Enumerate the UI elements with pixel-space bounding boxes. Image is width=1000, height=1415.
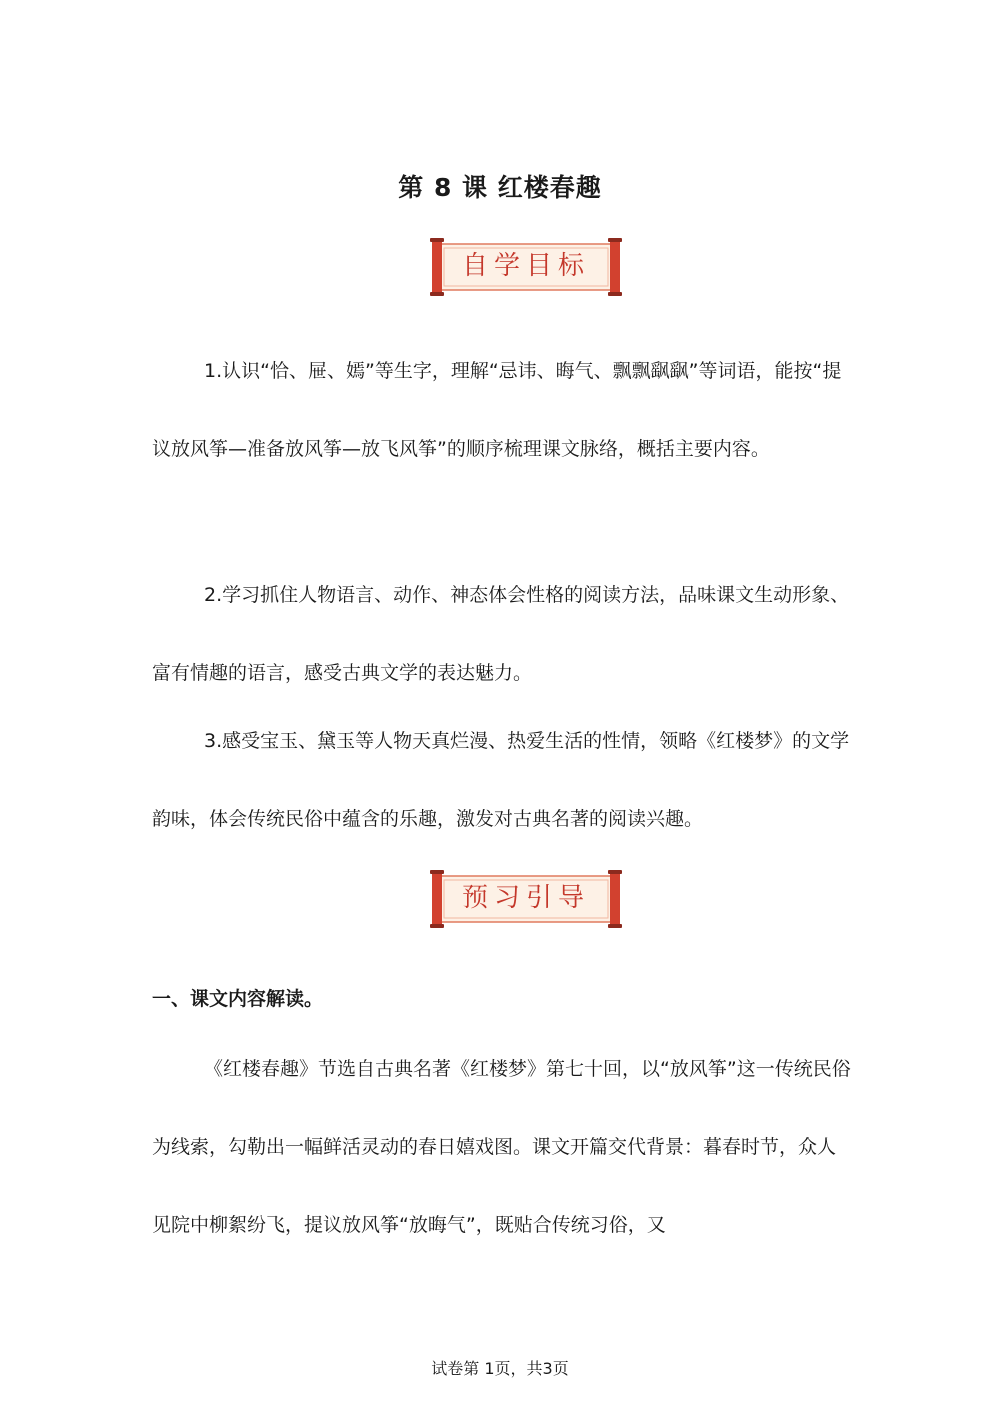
goal-3 [152,702,852,858]
goal-1 [152,332,852,488]
goal-2-text: 2.学习抓住人物语言、动作、神态体会性格的阅读方法，品味课文生动形象、富有情趣的语言，感受古典文学的表达魅力。 [152,584,850,684]
self-study-banner [430,238,622,296]
page-footer: 试卷第 1页，共3页 [431,1359,569,1378]
section-heading: 一、课文内容解读。 [152,988,324,1010]
goal-3-text: 3.感受宝玉、黛玉等人物天真烂漫、热爱生活的性情，领略《红楼梦》的文学韵味，体会传统民俗中蕴含的乐趣，激发对古典名著的阅读兴趣。 [152,730,850,830]
reading-paragraph [152,1030,852,1264]
goal-1-text: 1.认识“恰、屉、嫣”等生字，理解“忌讳、晦气、飘飘飖飖”等词语，能按“提议放风筝—准备放风筝—放飞风筝”的顺序梳理课文脉络，概括主要内容。 [152,360,842,460]
banner-label: 预习引导 [461,883,590,913]
banner-label: 自学目标 [461,251,590,281]
page-title: 第 8 课 红楼春趣 [398,173,602,202]
preview-banner [430,870,622,928]
goal-2 [152,556,852,712]
reading-paragraph-text: 《红楼春趣》节选自古典名著《红楼梦》第七十回，以“放风筝”这一传统民俗为线索，勾勒出一幅鲜活灵动的春日嬉戏图。课文开篇交代背景：暮春时节，众人见院中柳絮纷飞，提议放风筝“放晦气”，既贴合传统习俗，又 [152,1058,851,1236]
